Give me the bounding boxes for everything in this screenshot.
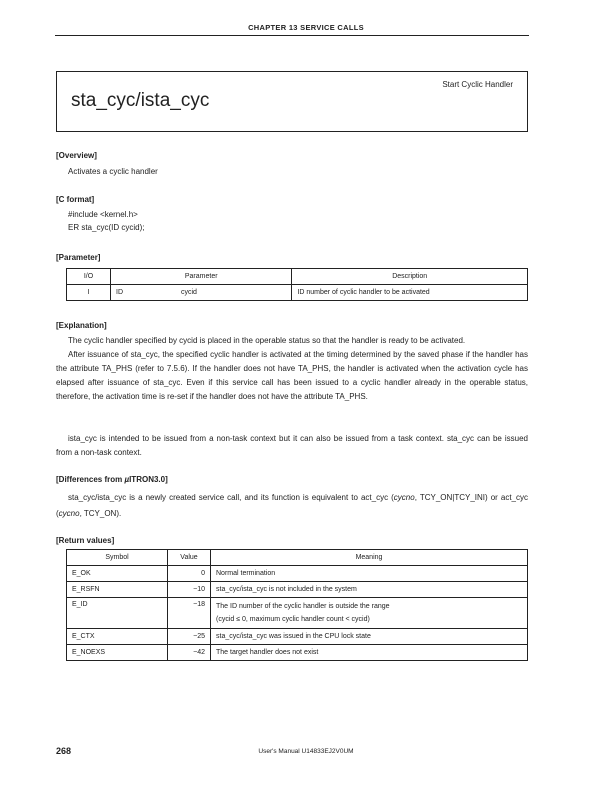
description-cell: ID number of cyclic handler to be activated xyxy=(292,285,528,301)
text: , TCY_ON|TCY_INI) or act_cyc ( xyxy=(56,493,528,518)
overview-heading: [Overview] xyxy=(56,151,97,160)
column-header: I/O xyxy=(67,269,111,285)
title-box xyxy=(56,71,528,132)
return-values-heading: [Return values] xyxy=(56,536,115,545)
symbol-cell: E_RSFN xyxy=(67,582,168,598)
explanation-heading: [Explanation] xyxy=(56,321,107,330)
symbol-cell: E_ID xyxy=(67,598,168,629)
page-subtitle: Start Cyclic Handler xyxy=(442,80,513,89)
return-values-table xyxy=(66,549,528,661)
value-cell: −25 xyxy=(168,629,211,645)
column-header: Description xyxy=(292,269,528,285)
type-cell: ID xyxy=(111,285,177,301)
meaning-line: (cycid ≤ 0, maximum cyclic handler count < cycid) xyxy=(216,616,370,623)
value-cell: −42 xyxy=(168,645,211,661)
table-row xyxy=(67,582,528,598)
text: cycno xyxy=(393,493,415,502)
meaning-cell: Normal termination xyxy=(211,566,528,582)
table-row xyxy=(67,629,528,645)
heading-text: [Differences from xyxy=(56,475,125,484)
chapter-header: CHAPTER 13 SERVICE CALLS xyxy=(248,23,364,32)
explanation-paragraph: The cyclic handler specified by cycid is placed in the operable status so that the handler is ready to be activated. xyxy=(68,336,466,345)
column-header: Symbol xyxy=(67,550,168,566)
text: sta_cyc/ista_cyc is a newly created service call, and its function is equivalent to act_cyc ( xyxy=(68,493,394,502)
table-row xyxy=(67,645,528,661)
column-header: Parameter xyxy=(111,269,292,285)
name-cell: cycid xyxy=(176,285,292,301)
meaning-line: The ID number of the cyclic handler is outside the range xyxy=(216,603,390,610)
table-header-row xyxy=(67,550,528,566)
value-cell: −10 xyxy=(168,582,211,598)
c-format-line: ER sta_cyc(ID cycid); xyxy=(68,223,145,232)
header-rule xyxy=(55,35,529,36)
c-format-line: #include <kernel.h> xyxy=(68,210,138,219)
manual-id: User's Manual U14833EJ2V0UM xyxy=(258,748,354,755)
heading-text: ITRON3.0] xyxy=(129,475,168,484)
explanation-paragraph: After issuance of sta_cyc, the specified cyclic handler is activated at the timing determined by the saved phase if the handler has the attribute TA_PHS (refer to 7.5.6). If the handler does not have TA_PHS, the handler is activated when the activation cycle has elapsed after issuance of sta_cyc. Even if this service call has been issued to a cyclic handler already in the operable status, therefore, the activation time is re-set if the handler does not have the attribute TA_PHS. xyxy=(56,350,528,401)
explanation-paragraph: ista_cyc is intended to be issued from a non-task context but it can also be issued from a task context. sta_cyc can be issued from a non-task context. xyxy=(56,434,528,457)
differences-text xyxy=(56,490,528,522)
overview-text: Activates a cyclic handler xyxy=(68,167,158,176)
value-cell: 0 xyxy=(168,566,211,582)
text: cycno xyxy=(58,509,80,518)
table-header-row xyxy=(67,269,528,285)
table-row xyxy=(67,566,528,582)
column-header: Meaning xyxy=(211,550,528,566)
symbol-cell: E_OK xyxy=(67,566,168,582)
page-title: sta_cyc/ista_cyc xyxy=(71,90,210,111)
c-format-heading: [C format] xyxy=(56,195,95,204)
text: , TCY_ON). xyxy=(79,509,122,518)
meaning-cell xyxy=(211,598,528,629)
parameter-heading: [Parameter] xyxy=(56,253,101,262)
table-row xyxy=(67,598,528,629)
mu-symbol: µ xyxy=(124,475,130,484)
table-row xyxy=(67,285,528,301)
differences-heading xyxy=(56,475,168,484)
meaning-cell: sta_cyc/ista_cyc is not included in the system xyxy=(211,582,528,598)
page-number: 268 xyxy=(56,746,72,756)
column-header: Value xyxy=(168,550,211,566)
symbol-cell: E_CTX xyxy=(67,629,168,645)
symbol-cell: E_NOEXS xyxy=(67,645,168,661)
meaning-cell: sta_cyc/ista_cyc was issued in the CPU lock state xyxy=(211,629,528,645)
meaning-cell: The target handler does not exist xyxy=(211,645,528,661)
value-cell: −18 xyxy=(168,598,211,629)
parameter-table xyxy=(66,268,528,301)
io-cell: I xyxy=(67,285,111,301)
